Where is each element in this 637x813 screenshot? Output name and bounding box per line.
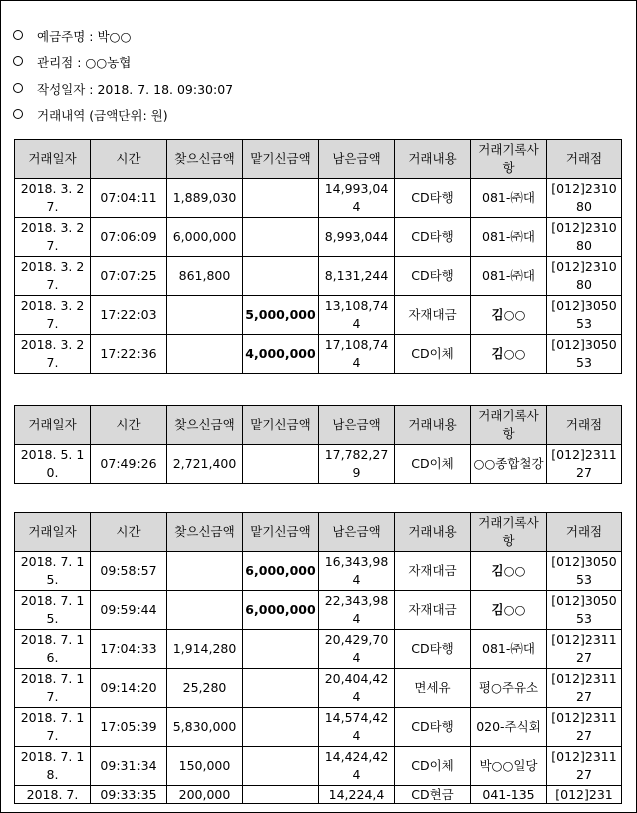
column-header-withdrawal: 찾으신금액 xyxy=(167,140,243,179)
cell-withdrawal: 6,000,000 xyxy=(167,218,243,257)
transaction-table-march xyxy=(14,139,622,374)
table-row xyxy=(15,630,622,669)
transaction-table-july xyxy=(14,512,622,804)
cell-description: 자재대금 xyxy=(395,591,471,630)
bullet-circle-icon xyxy=(13,56,23,66)
cell-record: 020-주식회 xyxy=(471,708,547,747)
cell-time: 07:04:11 xyxy=(91,179,167,218)
cell-balance: 16,343,984 xyxy=(319,552,395,591)
cell-record: 081-㈜대 xyxy=(471,179,547,218)
table-row xyxy=(15,445,622,484)
table-row xyxy=(15,786,622,804)
cell-deposit: 4,000,000 xyxy=(243,335,319,374)
column-header-date: 거래일자 xyxy=(15,140,91,179)
cell-date: 2018. 3. 27. xyxy=(15,296,91,335)
cell-withdrawal: 2,721,400 xyxy=(167,445,243,484)
cell-branch-office: [012]231 xyxy=(547,786,622,804)
cell-withdrawal: 1,914,280 xyxy=(167,630,243,669)
cell-deposit xyxy=(243,445,319,484)
cell-balance: 14,993,044 xyxy=(319,179,395,218)
cell-date: 2018. 7. 16. xyxy=(15,630,91,669)
cell-deposit xyxy=(243,179,319,218)
cell-time: 09:33:35 xyxy=(91,786,167,804)
column-header-date: 거래일자 xyxy=(15,513,91,552)
column-header-time: 시간 xyxy=(91,513,167,552)
cell-balance: 13,108,744 xyxy=(319,296,395,335)
cell-balance: 17,108,744 xyxy=(319,335,395,374)
cell-description: 자재대금 xyxy=(395,552,471,591)
table-row xyxy=(15,747,622,786)
column-header-withdrawal: 찾으신금액 xyxy=(167,513,243,552)
cell-deposit: 6,000,000 xyxy=(243,591,319,630)
transaction-history-label: 거래내역 (금액단위: 원) xyxy=(37,108,168,123)
cell-date: 2018. 7. 17. xyxy=(15,669,91,708)
cell-branch-office: [012]231080 xyxy=(547,179,622,218)
cell-branch-office: [012]305053 xyxy=(547,552,622,591)
column-header-deposit: 맡기신금액 xyxy=(243,406,319,445)
cell-branch-office: [012]231080 xyxy=(547,218,622,257)
column-header-deposit: 맡기신금액 xyxy=(243,513,319,552)
column-header-balance: 남은금액 xyxy=(319,140,395,179)
cell-description: CD타행 xyxy=(395,257,471,296)
table-row xyxy=(15,669,622,708)
bullet-circle-icon xyxy=(13,30,23,40)
column-header-deposit: 맡기신금액 xyxy=(243,140,319,179)
column-header-time: 시간 xyxy=(91,406,167,445)
table-row xyxy=(15,335,622,374)
cell-description: CD타행 xyxy=(395,630,471,669)
cell-time: 09:14:20 xyxy=(91,669,167,708)
cell-withdrawal xyxy=(167,591,243,630)
cell-withdrawal xyxy=(167,335,243,374)
account-holder-line xyxy=(13,29,131,45)
column-header-withdrawal: 찾으신금액 xyxy=(167,406,243,445)
cell-record: 박○○일당 xyxy=(471,747,547,786)
column-header-balance: 남은금액 xyxy=(319,406,395,445)
header-row xyxy=(15,140,622,179)
cell-withdrawal: 1,889,030 xyxy=(167,179,243,218)
managing-branch: 관리점 : ○○농협 xyxy=(37,55,132,70)
cell-date: 2018. 7. 18. xyxy=(15,747,91,786)
cell-withdrawal: 150,000 xyxy=(167,747,243,786)
cell-deposit xyxy=(243,786,319,804)
column-header-description: 거래내용 xyxy=(395,140,471,179)
cell-record: 평○주유소 xyxy=(471,669,547,708)
cell-time: 09:58:57 xyxy=(91,552,167,591)
bullet-circle-icon xyxy=(13,83,23,93)
cell-record: 081-㈜대 xyxy=(471,257,547,296)
cell-date: 2018. 7. xyxy=(15,786,91,804)
cell-balance: 20,404,424 xyxy=(319,669,395,708)
column-header-branch-office: 거래점 xyxy=(547,406,622,445)
cell-withdrawal: 5,830,000 xyxy=(167,708,243,747)
history-line xyxy=(13,108,168,124)
cell-description: 면세유 xyxy=(395,669,471,708)
cell-balance: 20,429,704 xyxy=(319,630,395,669)
cell-balance: 14,224,4 xyxy=(319,786,395,804)
table-row xyxy=(15,708,622,747)
cell-branch-office: [012]231127 xyxy=(547,747,622,786)
cell-description: CD타행 xyxy=(395,179,471,218)
cell-time: 07:49:26 xyxy=(91,445,167,484)
header-row xyxy=(15,513,622,552)
column-header-branch-office: 거래점 xyxy=(547,513,622,552)
cell-balance: 8,131,244 xyxy=(319,257,395,296)
cell-branch-office: [012]231127 xyxy=(547,669,622,708)
cell-time: 17:04:33 xyxy=(91,630,167,669)
cell-description: CD이체 xyxy=(395,335,471,374)
table-row xyxy=(15,257,622,296)
cell-time: 07:07:25 xyxy=(91,257,167,296)
cell-time: 17:22:03 xyxy=(91,296,167,335)
account-holder: 예금주명 : 박○○ xyxy=(37,29,132,44)
cell-description: CD이체 xyxy=(395,747,471,786)
cell-branch-office: [012]231080 xyxy=(547,257,622,296)
cell-time: 17:22:36 xyxy=(91,335,167,374)
cell-balance: 17,782,279 xyxy=(319,445,395,484)
cell-record: ○○종합철강 xyxy=(471,445,547,484)
cell-time: 09:59:44 xyxy=(91,591,167,630)
table-row xyxy=(15,218,622,257)
cell-date: 2018. 3. 27. xyxy=(15,257,91,296)
cell-description: CD타행 xyxy=(395,218,471,257)
cell-date: 2018. 3. 27. xyxy=(15,218,91,257)
column-header-balance: 남은금액 xyxy=(319,513,395,552)
cell-record: 김○○ xyxy=(471,296,547,335)
cell-withdrawal: 200,000 xyxy=(167,786,243,804)
cell-record: 081-㈜대 xyxy=(471,630,547,669)
cell-description: 자재대금 xyxy=(395,296,471,335)
header-row xyxy=(15,406,622,445)
cell-deposit: 6,000,000 xyxy=(243,552,319,591)
cell-time: 09:31:34 xyxy=(91,747,167,786)
cell-date: 2018. 7. 17. xyxy=(15,708,91,747)
column-header-record: 거래기록사항 xyxy=(471,513,547,552)
cell-branch-office: [012]231127 xyxy=(547,630,622,669)
table-row xyxy=(15,591,622,630)
cell-deposit xyxy=(243,747,319,786)
column-header-record: 거래기록사항 xyxy=(471,140,547,179)
cell-deposit xyxy=(243,257,319,296)
cell-withdrawal: 25,280 xyxy=(167,669,243,708)
column-header-description: 거래내용 xyxy=(395,513,471,552)
cell-time: 07:06:09 xyxy=(91,218,167,257)
branch-line xyxy=(13,55,131,71)
cell-deposit xyxy=(243,669,319,708)
cell-date: 2018. 5. 10. xyxy=(15,445,91,484)
table-row xyxy=(15,552,622,591)
cell-description: CD이체 xyxy=(395,445,471,484)
cell-balance: 14,424,424 xyxy=(319,747,395,786)
transaction-table-may xyxy=(14,405,622,484)
column-header-date: 거래일자 xyxy=(15,406,91,445)
cell-date: 2018. 3. 27. xyxy=(15,335,91,374)
bullet-circle-icon xyxy=(13,109,23,119)
cell-record: 081-㈜대 xyxy=(471,218,547,257)
cell-branch-office: [012]305053 xyxy=(547,335,622,374)
table-row xyxy=(15,179,622,218)
column-header-record: 거래기록사항 xyxy=(471,406,547,445)
cell-branch-office: [012]305053 xyxy=(547,296,622,335)
cell-deposit xyxy=(243,630,319,669)
column-header-time: 시간 xyxy=(91,140,167,179)
cell-deposit: 5,000,000 xyxy=(243,296,319,335)
cell-withdrawal: 861,800 xyxy=(167,257,243,296)
cell-description: CD타행 xyxy=(395,708,471,747)
cell-balance: 14,574,424 xyxy=(319,708,395,747)
cell-date: 2018. 3. 27. xyxy=(15,179,91,218)
cell-branch-office: [012]231127 xyxy=(547,708,622,747)
created-date-line xyxy=(13,82,233,98)
cell-branch-office: [012]305053 xyxy=(547,591,622,630)
table-row xyxy=(15,296,622,335)
cell-date: 2018. 7. 15. xyxy=(15,552,91,591)
cell-description: CD현금 xyxy=(395,786,471,804)
cell-date: 2018. 7. 15. xyxy=(15,591,91,630)
cell-balance: 22,343,984 xyxy=(319,591,395,630)
cell-balance: 8,993,044 xyxy=(319,218,395,257)
cell-record: 김○○ xyxy=(471,591,547,630)
cell-time: 17:05:39 xyxy=(91,708,167,747)
cell-withdrawal xyxy=(167,552,243,591)
cell-deposit xyxy=(243,218,319,257)
cell-record: 041-135 xyxy=(471,786,547,804)
cell-deposit xyxy=(243,708,319,747)
cell-record: 김○○ xyxy=(471,552,547,591)
column-header-branch-office: 거래점 xyxy=(547,140,622,179)
column-header-description: 거래내용 xyxy=(395,406,471,445)
cell-record: 김○○ xyxy=(471,335,547,374)
created-date: 작성일자 : 2018. 7. 18. 09:30:07 xyxy=(37,82,234,97)
cell-withdrawal xyxy=(167,296,243,335)
cell-branch-office: [012]231127 xyxy=(547,445,622,484)
